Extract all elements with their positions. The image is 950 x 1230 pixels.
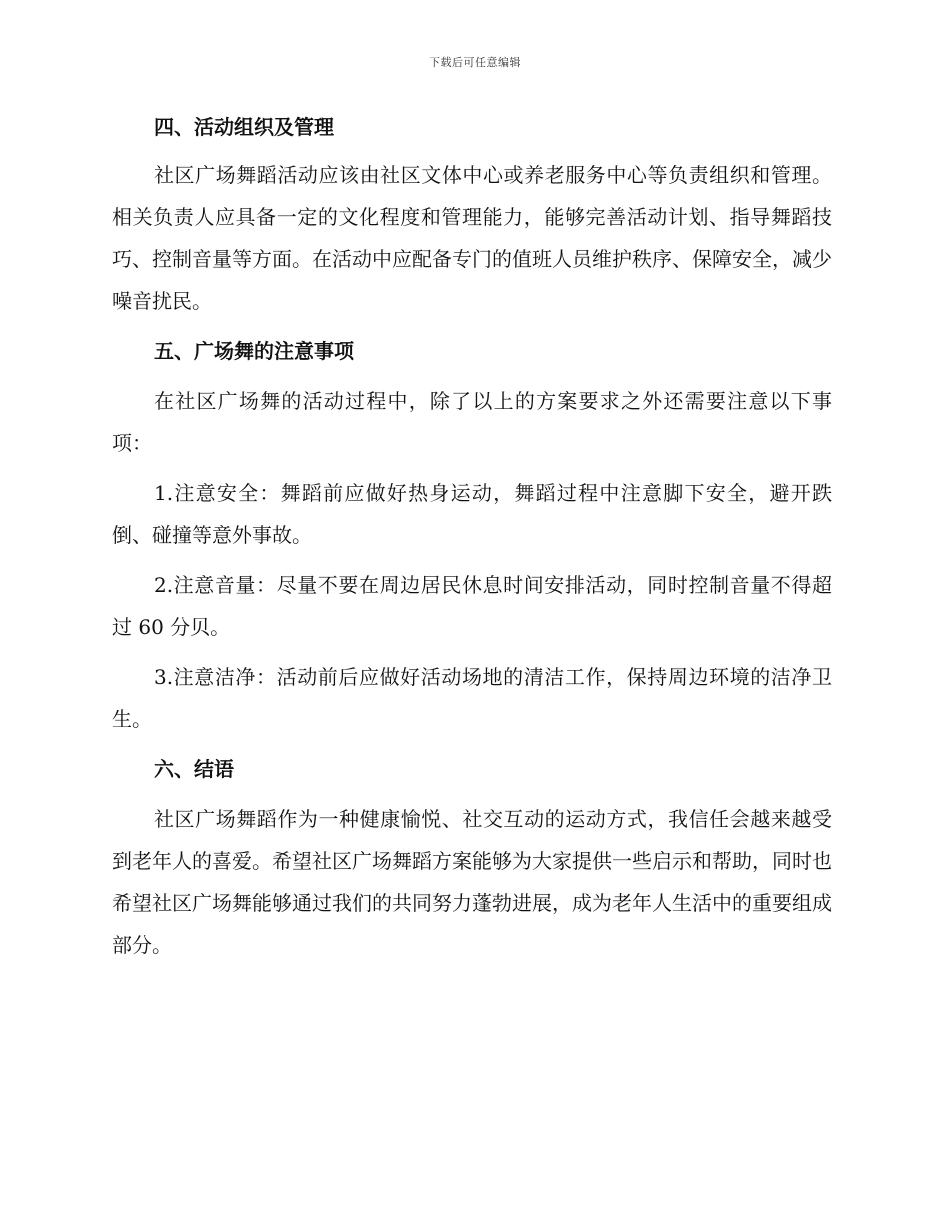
paragraph-notes-intro: 在社区广场舞的活动过程中，除了以上的方案要求之外还需要注意以下事项： bbox=[112, 389, 832, 455]
header-note: 下载后可任意编辑 bbox=[429, 56, 521, 69]
paragraph-note-safety: 1.注意安全：舞蹈前应做好热身运动，舞蹈过程中注意脚下安全，避开跌倒、碰撞等意外事故。 bbox=[112, 481, 832, 547]
paragraph-conclusion: 社区广场舞蹈作为一种健康愉悦、社交互动的运动方式，我信任会越来越受到老年人的喜爱。希望社区广场舞蹈方案能够为大家提供一些启示和帮助，同时也希望社区广场舞能够通过我们的共同努力蓬勃进展，成为老年人生活中的重要组成部分。 bbox=[112, 807, 832, 957]
paragraph-organization: 社区广场舞蹈活动应该由社区文体中心或养老服务中心等负责组织和管理。相关负责人应具备一定的文化程度和管理能力，能够完善活动计划、指导舞蹈技巧、控制音量等方面。在活动中应配备专门的值班人员维护秩序、保障安全，减少噪音扰民。 bbox=[112, 163, 832, 313]
section-heading-organization: 四、活动组织及管理 bbox=[154, 115, 334, 139]
document-body bbox=[112, 110, 832, 966]
section-heading-conclusion: 六、结语 bbox=[154, 757, 234, 781]
section-heading-notes: 五、广场舞的注意事项 bbox=[154, 339, 354, 363]
paragraph-note-volume: 2.注意音量：尽量不要在周边居民休息时间安排活动，同时控制音量不得超过 60 分贝。 bbox=[112, 573, 832, 639]
paragraph-note-cleanliness: 3.注意洁净：活动前后应做好活动场地的清洁工作，保持周边环境的洁净卫生。 bbox=[112, 665, 832, 731]
